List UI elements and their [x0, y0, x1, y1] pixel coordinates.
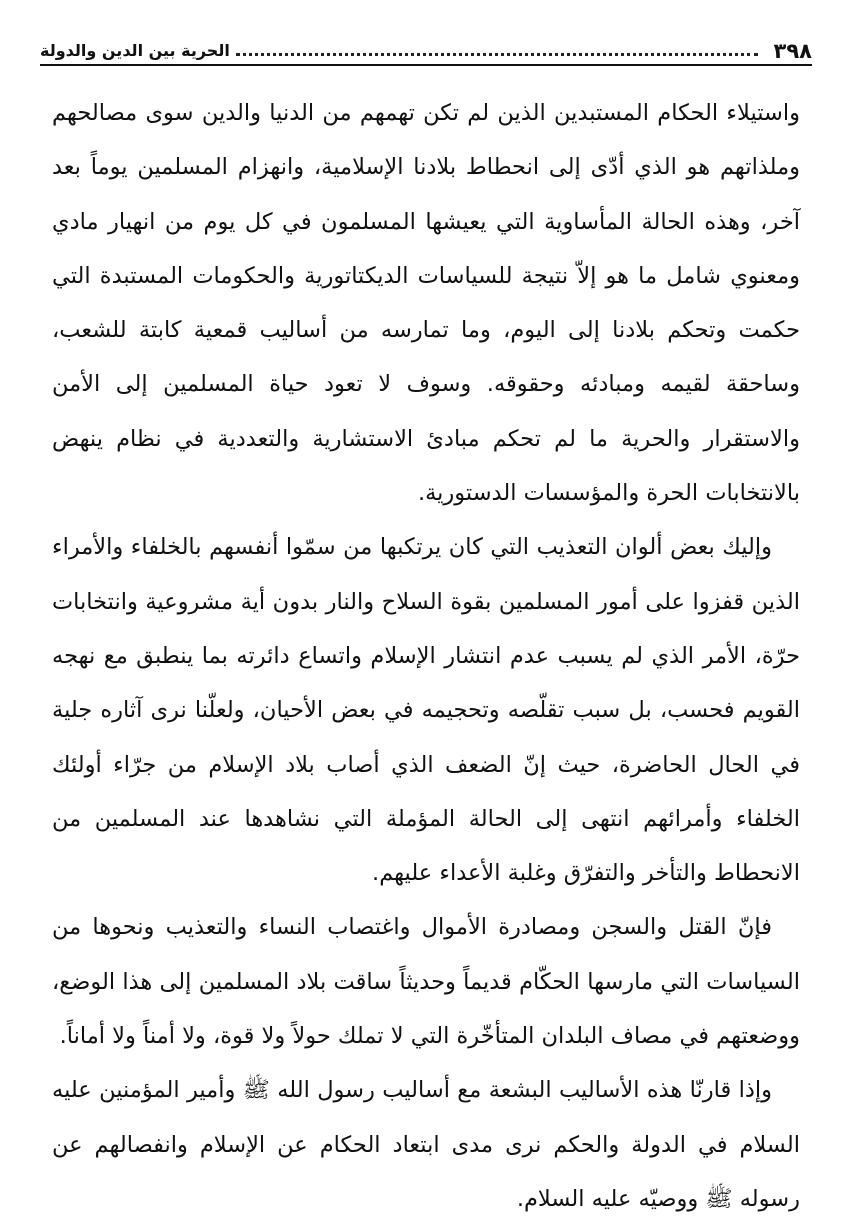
- page-number: ٣٩٨: [773, 39, 812, 63]
- paragraph-1: واستيلاء الحكام المستبدين الذين لم تكن تهمهم من الدنيا والدين سوى مصالحهم وملذاتهم هو الذي أدّى إلى انحطاط بلادنا الإسلامية، وانهزام المسلمين يوماً بعد آخر، وهذه الحالة المأساوية التي يعيشها المسلمون في كل يوم من انهيار مادي ومعنوي شامل ما هو إلاّ نتيجة للسياسات الديكتاتورية والحكومات المستبدة التي حكمت وتحكم بلادنا إلى اليوم، وما تمارسه من أساليب قمعية كابتة للشعب، وساحقة لقيمه ومبادئه وحقوقه. وسوف لا تعود حياة المسلمين إلى الأمن والاستقرار والحرية ما لم تحكم مبادئ الاستشارية والتعددية في نظام ينهض بالانتخابات الحرة والمؤسسات الدستورية.: [52, 100, 800, 507]
- paragraph-3: فإنّ القتل والسجن ومصادرة الأموال واغتصاب النساء والتعذيب ونحوها من السياسات التي مارسها الحكّام قديماً وحديثاً ساقت بلاد المسلمين إلى هذا الوضع، ووضعتهم في مصاف البلدان المتأخّرة التي لا تملك حولاً ولا قوة، ولا أمناً ولا أماناً.: [52, 914, 800, 1050]
- header-dotted-leader: [236, 53, 758, 56]
- body-text: [52, 86, 800, 1226]
- page-header: [40, 34, 812, 66]
- paragraph-4: وإذا قارنّا هذه الأساليب البشعة مع أساليب رسول الله ﷺ وأمير المؤمنين عليه السلام في الدولة والحكم نرى مدى ابتعاد الحكام عن الإسلام وانفصالهم عن رسوله ﷺ ووصيّه عليه السلام.: [52, 1077, 800, 1212]
- running-title: الحرية بين الدين والدولة: [40, 41, 230, 60]
- paragraph-2: وإليك بعض ألوان التعذيب التي كان يرتكبها من سمّوا أنفسهم بالخلفاء والأمراء الذين قفزوا على أمور المسلمين بقوة السلاح والنار بدون أية مشروعية وانتخابات حرّة، الأمر الذي لم يسبب عدم انتشار الإسلام واتساع دائرته بما ينطبق مع نهجه القويم فحسب، بل سبب تقلّصه وتحجيمه في بعض الأحيان، ولعلّنا نرى آثاره جلية في الحال الحاضرة، حيث إنّ الضعف الذي أصاب بلاد الإسلام من جرّاء أولئك الخلفاء وأمرائهم انتهى إلى الحالة المؤملة التي نشاهدها عند المسلمين من الانحطاط والتأخر والتفرّق وغلبة الأعداء عليهم.: [52, 534, 800, 887]
